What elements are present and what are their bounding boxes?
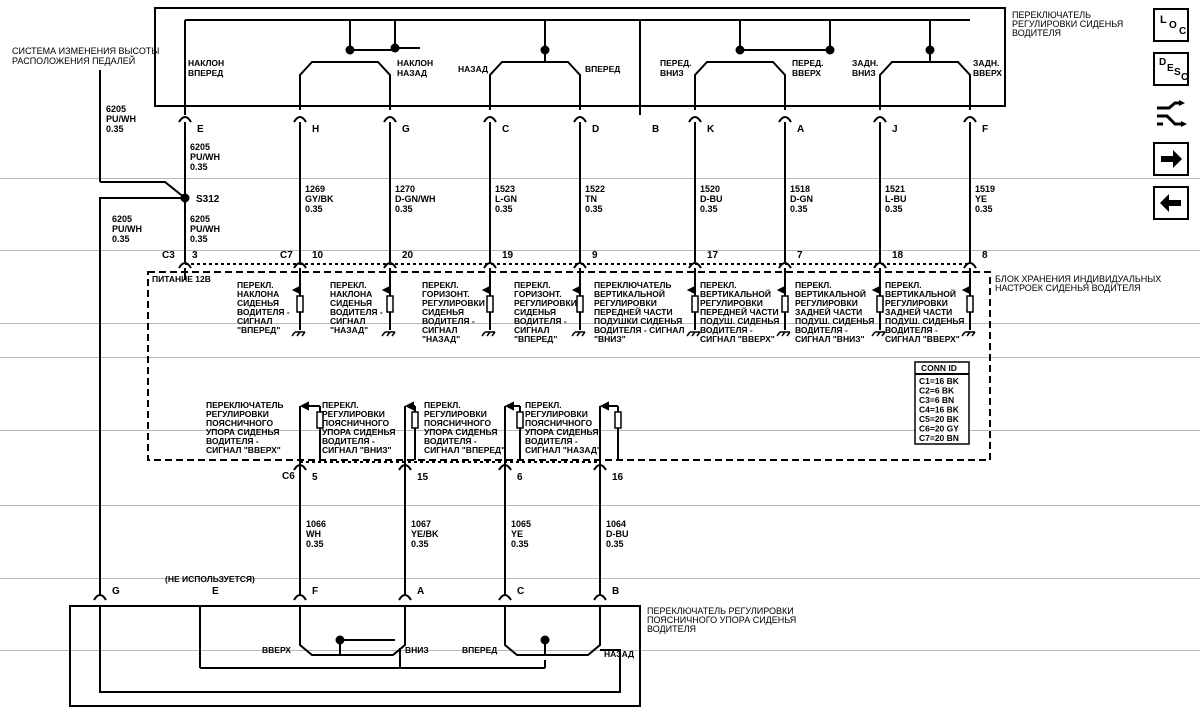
wiring-icon [1153, 98, 1189, 132]
e-wire-circuit: 6205 [190, 142, 211, 152]
bottom-pin-G: G [112, 586, 120, 597]
c6-label: C6 [282, 471, 295, 482]
arrow-left-icon [1155, 188, 1187, 218]
seat-wire-gauge: 0.35 [305, 204, 323, 214]
pullup-resistor [967, 296, 973, 312]
lumbar-dot [542, 637, 549, 644]
desc-button[interactable] [1153, 52, 1189, 86]
seat-wire-gauge: 0.35 [885, 204, 903, 214]
seat-wire-circuit: 1522 [585, 184, 606, 194]
module-ground [777, 332, 790, 336]
top-connector-D [574, 117, 586, 122]
bottom-connector-B [594, 595, 606, 600]
lumbar-arrow [407, 403, 413, 409]
bottom-connector-F [294, 595, 306, 600]
seat-wire-circuit: 1521 [885, 184, 906, 194]
power-label: ПИТАНИЕ 12В [152, 274, 211, 284]
pedal-wire-link [100, 182, 185, 198]
g-wire-color: PU/WH [112, 224, 142, 234]
lumbar-switch-title: ПЕРЕКЛЮЧАТЕЛЬ РЕГУЛИРОВКИ ПОЯСНИЧНОГО УПОРА СИДЕНЬЯ ВОДИТЕЛЯ [647, 606, 797, 634]
desc-letter-s: S [1174, 67, 1181, 78]
lumbar-signal-3: ПЕРЕКЛ. РЕГУЛИРОВКИ ПОЯСНИЧНОГО УПОРА СИДЕНЬЯ ВОДИТЕЛЯ -СИГНАЛ "НАЗАД" [525, 400, 601, 455]
bottom-connector-A [399, 595, 411, 600]
switch-fore-aft [490, 62, 580, 110]
c3-wire-circuit: 6205 [190, 214, 211, 224]
seat-wire-gauge: 0.35 [700, 204, 718, 214]
c3-label: C3 [162, 250, 175, 261]
conn-id-row: C5=20 BK [919, 414, 959, 424]
top-connector-K [689, 117, 701, 122]
c7-pin: 19 [502, 250, 514, 261]
seat-wire-color: L-GN [495, 194, 517, 204]
seat-wire-circuit: 1518 [790, 184, 811, 194]
c7-pin: 20 [402, 250, 414, 261]
top-connector-C [484, 117, 496, 122]
lumbar-signal-0: ПЕРЕКЛЮЧАТЕЛЬ РЕГУЛИРОВКИ ПОЯСНИЧНОГО УПОРА СИДЕНЬЯ ВОДИТЕЛЯ -СИГНАЛ "ВВЕРХ" [206, 400, 284, 455]
top-pin-H: H [312, 124, 320, 135]
label-tilt-back: НАКЛОН НАЗАД [397, 58, 434, 78]
lumbar-arrow [302, 403, 308, 409]
seat-wire-gauge: 0.35 [395, 204, 413, 214]
conn-id-row: C6=20 GY [919, 423, 959, 434]
loc-letter-l: L [1160, 14, 1167, 26]
e-wire-gauge: 0.35 [190, 162, 208, 172]
module-signal-1: ПЕРЕКЛ. НАКЛОНА СИДЕНЬЯ ВОДИТЕЛЯ -СИГНАЛ "НАЗАД" [330, 280, 383, 335]
c7-pin: 9 [592, 250, 598, 261]
top-connector-A [779, 117, 791, 122]
top-pin-B: B [652, 124, 660, 135]
module-signal-7: ПЕРЕКЛ. ВЕРТИКАЛЬНОЙ РЕГУЛИРОВКИ ЗАДНЕЙ ЧАСТИ ПОДУШ. СИДЕНЬЯ ВОДИТЕЛЯ -СИГНАЛ "ВВЕРХ" [885, 280, 965, 344]
c7-label: C7 [280, 250, 293, 261]
bottom-pin-F: F [312, 586, 319, 597]
c3-wire-color: PU/WH [190, 224, 220, 234]
top-connector-G [384, 117, 396, 122]
module-signal-2: ПЕРЕКЛ. ГОРИЗОНТ. РЕГУЛИРОВКИ СИДЕНЬЯ ВОДИТЕЛЯ -СИГНАЛ "НАЗАД" [422, 280, 485, 344]
seat-wire-gauge: 0.35 [975, 204, 993, 214]
seat-switch-title: ПЕРЕКЛЮЧАТЕЛЬ РЕГУЛИРОВКИ СИДЕНЬЯ ВОДИТЕЛЯ [1012, 10, 1124, 38]
seat-wire-color: L-BU [885, 194, 907, 204]
lumbar-wire-gauge: 0.35 [606, 539, 624, 549]
seat-wire-color: GY/BK [305, 194, 334, 204]
module-signal-5: ПЕРЕКЛ. ВЕРТИКАЛЬНОЙ РЕГУЛИРОВКИ ПЕРЕДНЕЙ ЧАСТИ ПОДУШ. СИДЕНЬЯ ВОДИТЕЛЯ -СИГНАЛ "ВВЕРХ" [700, 280, 780, 344]
bottom-pin-E: E [212, 586, 219, 597]
switch-front [695, 62, 785, 110]
lumbar-switch-updown [300, 606, 405, 655]
lumbar-switch-foreaft [505, 606, 600, 655]
g-wire-circuit: 6205 [112, 214, 133, 224]
top-pin-K: K [707, 124, 715, 135]
pedal-system-title: СИСТЕМА ИЗМЕНЕНИЯ ВЫСОТЫ РАСПОЛОЖЕНИЯ ПЕДАЛЕЙ [12, 46, 160, 66]
bottom-pin-C: C [517, 586, 525, 597]
lumbar-wire-circuit: 1064 [606, 519, 627, 529]
c6-pin: 6 [517, 472, 523, 483]
top-pin-D: D [592, 124, 600, 135]
top-connector-E [179, 117, 191, 122]
lumbar-wire-gauge: 0.35 [511, 539, 529, 549]
label-forward: ВПЕРЕД [585, 64, 621, 74]
loc-letter-c: C [1179, 26, 1187, 37]
conn-id-title: CONN ID [921, 363, 957, 373]
next-button[interactable] [1153, 142, 1189, 176]
module-signal-6: ПЕРЕКЛ. ВЕРТИКАЛЬНОЙ РЕГУЛИРОВКИ ЗАДНЕЙ ЧАСТИ ПОДУШ. СИДЕНЬЯ ВОДИТЕЛЯ -СИГНАЛ "ВНИЗ" [795, 280, 875, 344]
lumbar-label-forward: ВПЕРЕД [462, 645, 498, 655]
module-ground [872, 332, 885, 336]
lumbar-ground-loop [100, 606, 620, 692]
desc-letter-d: D [1159, 57, 1167, 68]
bottom-connector-G [94, 595, 106, 600]
label-front-up: ПЕРЕД. ВВЕРХ [792, 58, 824, 78]
c6-pin: 5 [312, 472, 318, 483]
seat-wire-color: D-BU [700, 194, 723, 204]
pullup-resistor [692, 296, 698, 312]
pullup-resistor [297, 296, 303, 312]
module-ground [687, 332, 700, 336]
conn-id-row: C3=6 BN [919, 395, 955, 405]
switch-tilt [300, 62, 390, 110]
lumbar-arrow [602, 403, 608, 409]
lumbar-resistor [412, 412, 418, 428]
top-pin-A: A [797, 124, 805, 135]
lumbar-label-up: ВВЕРХ [262, 645, 291, 655]
top-pin-G: G [402, 124, 410, 135]
c7-pin: 7 [797, 250, 803, 261]
pedal-wire-gauge: 0.35 [106, 124, 124, 134]
c7-pin: 8 [982, 250, 988, 261]
seat-wire-gauge: 0.35 [495, 204, 513, 214]
lumbar-wire-color: WH [306, 529, 321, 539]
top-connector-H [294, 117, 306, 122]
module-signal-3: ПЕРЕКЛ. ГОРИЗОНТ. РЕГУЛИРОВКИ СИДЕНЬЯ ВОДИТЕЛЯ -СИГНАЛ "ВПЕРЕД" [514, 280, 577, 344]
top-pin-E: E [197, 124, 204, 135]
lumbar-wire-gauge: 0.35 [306, 539, 324, 549]
label-back: НАЗАД [458, 64, 489, 74]
lumbar-wire-circuit: 1067 [411, 519, 432, 529]
c3-wire-gauge: 0.35 [190, 234, 208, 244]
lumbar-signal-2: ПЕРЕКЛ. РЕГУЛИРОВКИ ПОЯСНИЧНОГО УПОРА СИДЕНЬЯ ВОДИТЕЛЯ -СИГНАЛ "ВПЕРЕД" [424, 400, 506, 455]
desc-letter-e: E [1167, 63, 1174, 74]
loc-button[interactable] [1153, 8, 1189, 42]
c7-pin: 10 [312, 250, 324, 261]
module-ground [292, 332, 305, 336]
seat-wire-color: YE [975, 194, 988, 204]
label-rear-down: ЗАДН. ВНИЗ [852, 58, 879, 78]
bottom-connector-C [499, 595, 511, 600]
pullup-resistor [387, 296, 393, 312]
switch-rear [880, 62, 970, 110]
pullup-resistor [487, 296, 493, 312]
c7-pin: 18 [892, 250, 904, 261]
pedal-wire-circuit: 6205 [106, 104, 127, 114]
desc-letter-c: C [1181, 72, 1189, 83]
not-used-label: (НЕ ИСПОЛЬЗУЕТСЯ) [165, 574, 255, 584]
wiring-button[interactable] [1153, 98, 1189, 132]
loc-letter-o: O [1169, 20, 1177, 31]
module-ground [382, 332, 395, 336]
top-connector-F [964, 117, 976, 122]
top-pin-C: C [502, 124, 510, 135]
pullup-resistor [877, 296, 883, 312]
lumbar-wire-gauge: 0.35 [411, 539, 429, 549]
prev-button[interactable] [1153, 186, 1189, 220]
conn-id-row: C2=6 BK [919, 385, 955, 396]
module-signal-0: ПЕРЕКЛ. НАКЛОНА СИДЕНЬЯ ВОДИТЕЛЯ -СИГНАЛ "ВПЕРЕД" [237, 280, 290, 335]
seat-wire-circuit: 1270 [395, 184, 416, 194]
module-signal-4: ПЕРЕКЛЮЧАТЕЛЬ ВЕРТИКАЛЬНОЙ РЕГУЛИРОВКИ ПЕРЕДНЕЙ ЧАСТИ ПОДУШКИ СИДЕНЬЯ ВОДИТЕЛЯ - СИГНАЛ "ВНИЗ" [594, 280, 685, 344]
seat-wire-color: D-GN [790, 194, 813, 204]
lumbar-label-down: ВНИЗ [405, 645, 429, 655]
lumbar-resistor [517, 412, 523, 428]
bottom-pin-B: B [612, 586, 620, 597]
pullup-resistor [577, 296, 583, 312]
module-ground [572, 332, 585, 336]
module-ground [482, 332, 495, 336]
pullup-resistor [782, 296, 788, 312]
splice-label: S312 [196, 194, 220, 205]
memory-module-title: БЛОК ХРАНЕНИЯ ИНДИВИДУАЛЬНЫХ НАСТРОЕК СИДЕНЬЯ ВОДИТЕЛЯ [995, 274, 1162, 293]
seat-wire-color: D-GN/WH [395, 194, 436, 204]
g-wire-gauge: 0.35 [112, 234, 130, 244]
label-rear-up: ЗАДН. ВВЕРХ [973, 58, 1002, 78]
seat-wire-gauge: 0.35 [585, 204, 603, 214]
label-front-down: ПЕРЕД. ВНИЗ [660, 58, 692, 78]
c6-pin: 15 [417, 472, 429, 483]
lumbar-wire-color: YE/BK [411, 529, 439, 539]
bottom-pin-A: A [417, 586, 425, 597]
lumbar-signal-1: ПЕРЕКЛ. РЕГУЛИРОВКИ ПОЯСНИЧНОГО УПОРА СИДЕНЬЯ ВОДИТЕЛЯ -СИГНАЛ "ВНИЗ" [322, 400, 396, 455]
seat-wire-circuit: 1523 [495, 184, 516, 194]
c7-pin: 17 [707, 250, 719, 261]
lumbar-wire-circuit: 1066 [306, 519, 327, 529]
conn-id-row: C4=16 BK [919, 404, 959, 415]
lumbar-wire-color: D-BU [606, 529, 629, 539]
lumbar-arrow [507, 403, 513, 409]
pedal-wire-color: PU/WH [106, 114, 136, 124]
seat-wire-color: TN [585, 194, 597, 204]
top-connector-J [874, 117, 886, 122]
c6-pin: 16 [612, 472, 624, 483]
module-ground [962, 332, 975, 336]
arrow-right-icon [1155, 144, 1187, 174]
conn-id-row: C1=16 BK [919, 376, 959, 386]
lumbar-resistor [615, 412, 621, 428]
lumbar-wire-circuit: 1065 [511, 519, 532, 529]
e-wire-color: PU/WH [190, 152, 220, 162]
seat-wire-circuit: 1519 [975, 184, 996, 194]
seat-wire-circuit: 1269 [305, 184, 326, 194]
top-pin-J: J [892, 124, 898, 135]
conn-id-row: C7=20 BN [919, 433, 959, 443]
top-pin-F: F [982, 124, 989, 135]
seat-wire-circuit: 1520 [700, 184, 721, 194]
c3-pin: 3 [192, 250, 198, 261]
lumbar-wire-color: YE [511, 529, 524, 539]
label-tilt-forward: НАКЛОН ВПЕРЕД [188, 58, 225, 78]
lumbar-label-back: НАЗАД [604, 649, 635, 659]
seat-wire-gauge: 0.35 [790, 204, 808, 214]
